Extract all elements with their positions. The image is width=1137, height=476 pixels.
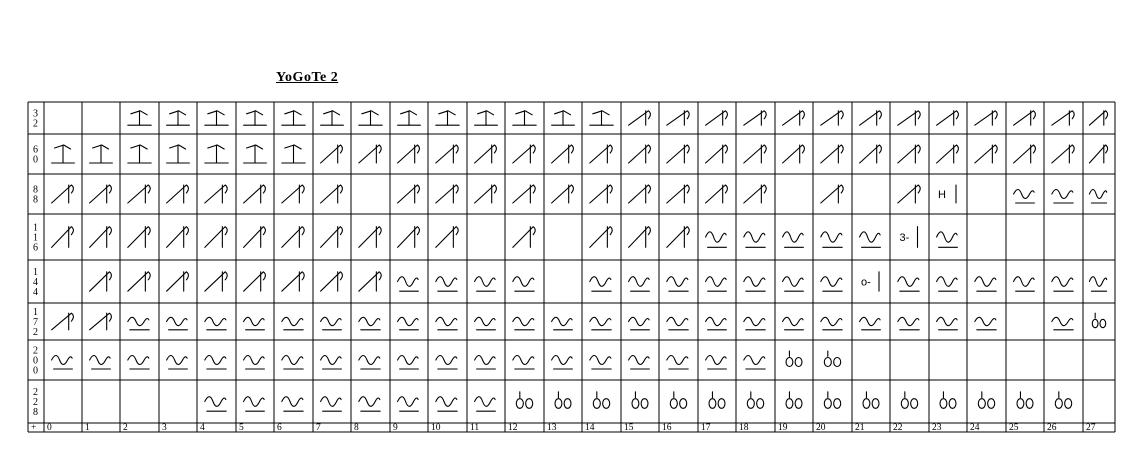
row-label-digit: 1 [33,307,38,318]
handwritten-glyph [398,111,421,125]
column-label: 11 [470,423,480,433]
handwritten-glyph [706,277,727,292]
row-label-digit: 0 [33,365,38,377]
handwritten-glyph [359,111,382,125]
handwritten-glyph [552,185,574,203]
handwritten-glyph [513,111,536,125]
handwritten-glyph [670,392,686,409]
handwritten-glyph [706,232,727,248]
handwritten-glyph [282,111,305,125]
handwritten-glyph [783,317,804,329]
handwritten-glyph [321,356,342,370]
handwritten-glyph [552,111,575,125]
handwritten-glyph [1014,190,1035,204]
handwritten-glyph [436,111,459,125]
row-label-digit: 4 [33,277,38,288]
handwritten-glyph [821,232,842,248]
handwritten-glyph [744,145,766,163]
row-label [33,387,38,418]
handwritten-glyph [1089,277,1106,292]
handwritten-glyph [398,277,419,292]
handwritten-glyph [590,111,613,125]
handwritten-glyph [667,185,689,203]
handwritten-glyph [52,145,75,163]
handwritten-glyph [475,185,497,203]
handwritten-glyph [398,317,419,329]
handwritten-glyph [744,232,765,248]
row-label [33,307,38,338]
handwritten-glyph [282,227,304,248]
column-label: 18 [739,423,749,433]
handwritten-glyph [744,317,765,329]
handwritten-glyph [821,145,843,163]
handwritten-glyph [975,317,996,329]
handwritten-glyph [128,145,151,163]
handwritten-glyph [783,145,805,163]
row-label-digit: 2 [33,345,38,357]
handwritten-glyph [167,356,188,370]
handwritten-glyph [667,277,688,292]
handwritten-glyph [590,227,612,248]
row-label [33,109,38,130]
handwritten-glyph [824,392,840,409]
handwritten-glyph [398,356,419,370]
handwritten-glyph [436,277,457,292]
handwritten-glyph [436,145,458,163]
handwritten-glyph [436,185,458,203]
handwritten-glyph [938,185,956,203]
handwritten-glyph [205,227,227,248]
handwritten-glyph [513,356,534,370]
handwritten-glyph [205,397,226,412]
handwritten-glyph [513,145,535,163]
column-label: 7 [316,423,321,433]
handwritten-glyph [975,145,997,163]
row-label-digit: 2 [33,397,38,408]
handwritten-glyph [629,111,651,125]
handwritten-glyph [244,185,266,203]
handwritten-glyph [90,145,113,163]
handwritten-glyph [860,111,882,125]
handwritten-glyph [590,277,611,292]
handwritten-glyph [90,356,111,370]
glyph-text: 3- [899,232,910,244]
handwritten-glyph [590,356,611,370]
column-label: 17 [701,423,711,433]
row-label-digit: 1 [33,232,38,244]
handwritten-glyph [398,145,420,163]
handwritten-glyph [706,145,728,163]
handwritten-glyph [821,277,842,292]
handwritten-glyph [1052,190,1073,204]
handwritten-glyph [786,351,802,367]
handwritten-glyph [821,111,843,125]
handwritten-glyph [167,145,190,163]
handwritten-glyph [167,227,189,248]
handwritten-glyph [1089,190,1106,204]
column-label: 8 [354,423,359,433]
handwritten-glyph [821,317,842,329]
handwritten-glyph [167,111,190,125]
handwritten-glyph [205,317,226,329]
handwritten-glyph [321,397,342,412]
handwritten-glyph [128,111,151,125]
handwritten-glyph [436,356,457,370]
handwritten-glyph [205,185,227,203]
corner-label: + [31,423,37,433]
handwritten-glyph [706,356,727,370]
column-label: 24 [970,423,980,433]
handwritten-glyph [513,227,535,248]
handwritten-glyph [629,145,651,163]
handwritten-glyph [667,317,688,329]
handwritten-glyph [900,227,918,248]
handwritten-glyph [244,227,266,248]
column-label: 26 [1047,423,1057,433]
handwritten-glyph [629,277,650,292]
column-label: 25 [1009,423,1019,433]
handwritten-glyph [706,185,728,203]
handwritten-glyph [128,272,150,291]
row-label-digit: 0 [33,355,38,367]
handwritten-glyph [282,272,304,291]
column-label: 5 [239,423,244,433]
handwritten-glyph [937,111,959,125]
handwritten-glyph [244,111,267,125]
handwritten-glyph [744,356,765,370]
handwritten-glyph [744,185,766,203]
row-label-digit: 4 [33,287,38,298]
handwritten-glyph [786,392,802,409]
handwritten-glyph [1017,392,1033,409]
row-label-digit: 6 [33,242,38,254]
row-label [33,223,38,254]
handwritten-glyph [90,272,112,291]
column-label: 15 [624,423,634,433]
handwritten-glyph [860,232,881,248]
handwritten-glyph [205,111,228,125]
column-label: 9 [393,423,398,433]
handwritten-glyph [475,111,498,125]
handwritten-glyph [359,317,380,329]
column-label: 13 [547,423,557,433]
handwritten-glyph [590,185,612,203]
handwritten-glyph [590,145,612,163]
column-label: 4 [200,423,205,433]
column-label: 0 [47,423,52,433]
handwritten-glyph [590,317,611,329]
column-label: 3 [162,423,167,433]
handwritten-glyph [861,272,879,291]
column-label: 23 [932,423,942,433]
handwritten-glyph [975,111,997,125]
column-label: 12 [508,423,518,433]
handwritten-glyph [90,313,112,330]
handwritten-glyph [436,317,457,329]
handwritten-glyph [978,392,994,409]
handwritten-glyph [667,227,689,248]
handwritten-glyph [513,317,534,329]
handwritten-glyph [321,111,344,125]
row-label-digit: 8 [33,184,38,196]
column-label: 27 [1086,423,1096,433]
handwritten-glyph [513,185,535,203]
handwritten-glyph [282,185,304,203]
handwritten-glyph [860,317,881,329]
handwritten-glyph [1014,111,1036,125]
handwritten-glyph [52,356,73,370]
handwritten-glyph [167,272,189,291]
handwritten-glyph [898,185,920,203]
handwritten-glyph [398,227,420,248]
document-title: YoGoTe 2 [276,70,339,85]
row-label-digit: 1 [33,222,38,234]
handwritten-glyph [898,277,919,292]
row-label [33,145,38,166]
row-label-digit: 1 [33,267,38,278]
handwritten-glyph [167,185,189,203]
handwritten-glyph [359,397,380,412]
handwritten-glyph [475,356,496,370]
handwritten-glyph [552,145,574,163]
handwritten-glyph [744,277,765,292]
handwritten-glyph [1052,111,1074,125]
handwritten-glyph [359,272,381,291]
column-label: 19 [778,423,788,433]
row-label-digit: 0 [33,154,38,166]
handwritten-glyph [632,392,648,409]
handwritten-glyph [706,111,728,125]
handwritten-glyph [1052,317,1073,329]
handwritten-glyph [1089,145,1107,163]
handwritten-glyph [940,392,956,409]
handwritten-glyph [937,317,958,329]
column-label: 22 [893,423,903,433]
handwritten-glyph [90,185,112,203]
handwritten-glyph [901,392,917,409]
handwritten-glyph [863,392,879,409]
handwritten-glyph [167,317,188,329]
handwritten-glyph [321,145,343,163]
row-label-digit: 2 [33,327,38,338]
handwritten-glyph [475,317,496,329]
handwritten-glyph [52,227,74,248]
handwritten-glyph [244,397,265,412]
row-label-digit: 2 [33,387,38,398]
handwritten-glyph [513,277,534,292]
handwritten-glyph [824,351,840,367]
handwritten-glyph [436,227,458,248]
row-label-digit: 8 [33,194,38,206]
handwritten-glyph [516,392,532,409]
handwritten-glyph [1089,111,1107,125]
handwritten-glyph [860,145,882,163]
row-label-digit: 2 [33,118,38,130]
handwritten-glyph [1014,145,1036,163]
column-label: 21 [855,423,865,433]
handwritten-glyph [629,227,651,248]
row-label [33,185,38,206]
column-label: 14 [585,423,595,433]
handwritten-glyph [667,111,689,125]
column-label: 16 [662,423,672,433]
handwritten-glyph [744,111,766,125]
row-label-digit: 8 [33,407,38,418]
row-label-digit: 6 [33,144,38,156]
handwritten-glyph [282,397,303,412]
grid-lines [28,102,1115,432]
handwritten-glyph [128,356,149,370]
handwritten-glyph [629,356,650,370]
handwritten-glyph [244,145,267,163]
handwritten-glyph [593,392,609,409]
handwritten-glyph [783,111,805,125]
handwritten-glyph [667,356,688,370]
handwritten-glyph [359,145,381,163]
handwritten-glyph [205,356,226,370]
handwritten-glyph [975,277,996,292]
handwritten-glyph [706,317,727,329]
handwritten-glyph [321,227,343,248]
glyph-text: H [938,189,946,201]
row-label [33,346,38,377]
glyph-text: o- [861,276,871,289]
handwritten-glyph [937,145,959,163]
handwritten-glyph [1014,277,1035,292]
handwritten-glyph [667,145,689,163]
handwritten-glyph [709,392,725,409]
handwritten-glyph [359,227,381,248]
handwritten-glyph [359,356,380,370]
handwritten-glyph [747,392,763,409]
row-label [33,267,38,298]
handwritten-glyph [898,145,920,163]
column-label: 20 [816,423,826,433]
handwritten-glyph [321,185,343,203]
handwritten-glyph [128,185,150,203]
handwritten-glyph [783,232,804,248]
handwritten-glyph [398,397,419,412]
handwritten-glyph [937,232,958,248]
handwritten-glyph [1092,313,1105,327]
row-label-digit: 7 [33,317,38,328]
handwritten-glyph [552,317,573,329]
column-label: 2 [123,423,128,433]
handwritten-glyph [475,397,496,412]
handwritten-glyph [244,272,266,291]
handwritten-glyph [552,356,573,370]
handwritten-glyph [52,185,74,203]
handwritten-glyph [398,185,420,203]
handwritten-glyph [282,145,305,163]
handwritten-glyph [937,277,958,292]
handwritten-glyph [205,145,228,163]
column-label: 1 [85,423,90,433]
handwritten-glyph [282,317,303,329]
handwritten-glyph [205,272,227,291]
handwritten-glyph [244,356,265,370]
handwritten-glyph [52,313,74,330]
handwritten-glyph [128,227,150,248]
handwritten-glyph [1052,277,1073,292]
handwritten-glyph [1055,392,1071,409]
handwritten-glyph [321,272,343,291]
handwritten-glyph [555,392,571,409]
handwritten-glyph [244,317,265,329]
handwritten-glyph [90,227,112,248]
column-label: 10 [431,423,441,433]
row-label-digit: 3 [33,108,38,120]
handwritten-glyph [436,397,457,412]
handwritten-glyph [898,111,920,125]
handwritten-glyph [629,185,651,203]
handwritten-glyph [783,277,804,292]
handwritten-glyph [475,145,497,163]
handwritten-glyph [321,317,342,329]
handwritten-glyph [629,317,650,329]
handwritten-glyph [821,185,843,203]
handwritten-glyph [1052,145,1074,163]
handwritten-glyph [475,277,496,292]
handwritten-glyph [898,317,919,329]
handwritten-glyph [282,356,303,370]
handwritten-glyph [128,317,149,329]
column-label: 6 [277,423,282,433]
